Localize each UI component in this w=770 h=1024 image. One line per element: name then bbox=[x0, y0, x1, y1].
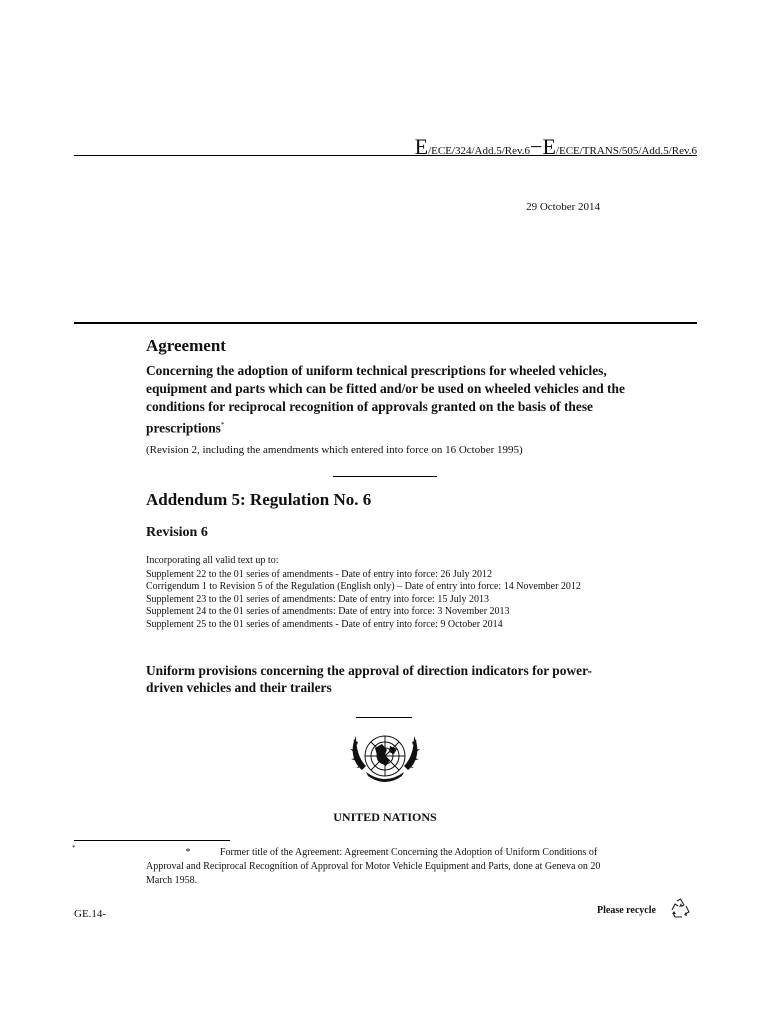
document-symbol bbox=[74, 134, 697, 159]
symbol-initial: E bbox=[542, 134, 556, 159]
agreement-subtitle-text: Concerning the adoption of uniform technical prescriptions for wheeled vehicles, equipment and parts which can be fitted and/or be used on wheeled vehicles and the conditions for reciprocal recognition of approvals granted on the basis of these prescriptions bbox=[146, 363, 625, 436]
addendum-title: Addendum 5: Regulation No. 6 bbox=[146, 490, 372, 509]
symbol-separator: − bbox=[530, 134, 543, 159]
revision-title: Revision 6 bbox=[146, 525, 208, 540]
footnote-marker: * bbox=[72, 844, 76, 852]
un-emblem-icon bbox=[342, 726, 428, 792]
job-number: GE.14- bbox=[74, 908, 107, 920]
document-date: 29 October 2014 bbox=[526, 201, 600, 213]
revision-note: (Revision 2, including the amendments which entered into force on 16 October 1995) bbox=[146, 444, 523, 456]
amendment-item: Supplement 24 to the 01 series of amendments: Date of entry into force: 3 November 2013 bbox=[146, 606, 510, 618]
agreement-title: Agreement bbox=[146, 336, 226, 355]
amendment-item: Supplement 25 to the 01 series of amendments - Date of entry into force: 9 October 2014 bbox=[146, 618, 503, 630]
amendment-item: Supplement 23 to the 01 series of amendments: Date of entry into force: 15 July 2013 bbox=[146, 593, 489, 605]
amendment-item: Supplement 22 to the 01 series of amendments - Date of entry into force: 26 July 2012 bbox=[146, 569, 493, 580]
recycle-icon bbox=[668, 897, 693, 921]
separator-rule bbox=[356, 717, 412, 718]
amendment-item: Corrigendum 1 to Revision 5 of the Regulation (English only) – Date of entry into force: 14 November 2012 bbox=[146, 581, 581, 593]
incorporating-note: Incorporating all valid text up to: bbox=[146, 555, 279, 566]
footnote-star: * bbox=[185, 847, 191, 858]
footnote-reference: * bbox=[220, 421, 225, 429]
footnote-rule bbox=[74, 840, 230, 841]
header-rule bbox=[74, 155, 697, 156]
symbol-initial: E bbox=[414, 134, 429, 159]
uniform-provisions-title: Uniform provisions concerning the approval of direction indicators for power-driven vehicles and their trailers bbox=[146, 663, 592, 695]
please-recycle-label: Please recycle bbox=[597, 905, 656, 916]
amendment-list bbox=[146, 569, 616, 631]
footnote bbox=[146, 846, 616, 888]
united-nations-label: UNITED NATIONS bbox=[333, 810, 437, 824]
separator-rule bbox=[333, 476, 437, 477]
title-rule bbox=[74, 322, 697, 324]
footnote-text: Former title of the Agreement: Agreement Concerning the Adoption of Uniform Conditions of Approval and Reciprocal Recognition of Approval for Motor Vehicle Equipment and Parts, done at Geneva on 20 March 1958. bbox=[146, 847, 601, 886]
agreement-subtitle bbox=[146, 362, 646, 437]
symbol-code-1: /ECE/324/Add.5/Rev.6 bbox=[428, 145, 531, 157]
symbol-code-2: /ECE/TRANS/505/Add.5/Rev.6 bbox=[555, 145, 697, 157]
